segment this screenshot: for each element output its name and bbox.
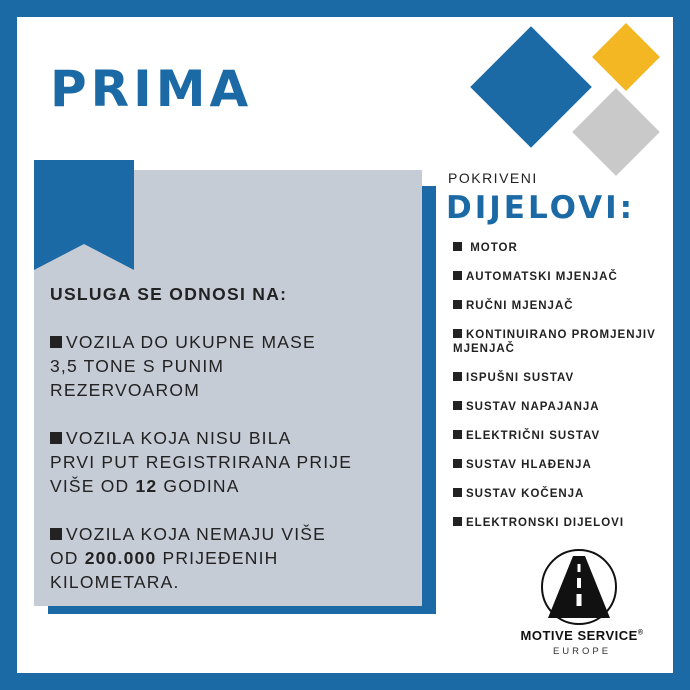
- registered-mark: ®: [637, 629, 644, 637]
- logo-subtitle: EUROPE: [552, 646, 612, 657]
- parts-item-label: MOTOR: [466, 242, 518, 254]
- parts-item-label: SUSTAV KOČENJA: [466, 488, 585, 500]
- card-item-highlight: 200.000: [84, 548, 157, 568]
- parts-item-label: ELEKTRIČNI SUSTAV: [466, 430, 601, 442]
- bullet-square-icon: [453, 488, 462, 497]
- parts-list-item: [453, 241, 673, 255]
- bullet-square-icon: [453, 300, 462, 309]
- parts-item-label: SUSTAV HLAĐENJA: [466, 459, 592, 471]
- bullet-square-icon: [453, 430, 462, 439]
- card-item-text: VOZILA KOJA NISU BILA PRVI PUT REGISTRIRANA PRIJE VIŠE OD: [50, 428, 353, 496]
- card-item: [50, 330, 410, 402]
- parts-item-label: KONTINUIRANO PROMJENJIV MJENJAČ: [453, 329, 656, 355]
- parts-list-item: [453, 516, 673, 530]
- card-item-text: VOZILA DO UKUPNE MASE 3,5 TONE S PUNIM REZERVOAROM: [50, 332, 316, 400]
- logo-name-text: MOTIVE SERVICE: [520, 628, 638, 643]
- bullet-square-icon: [453, 517, 462, 526]
- parts-list-item: [453, 429, 673, 443]
- parts-list: [453, 241, 673, 545]
- bullet-square-icon: [453, 242, 462, 251]
- bullet-square-icon: [50, 432, 62, 444]
- parts-list-item: [453, 328, 673, 356]
- bullet-square-icon: [453, 401, 462, 410]
- parts-item-label: AUTOMATSKI MJENJAČ: [466, 271, 618, 283]
- card-item-text: GODINA: [157, 476, 240, 496]
- card-item: [50, 426, 410, 498]
- parts-item-label: ELEKTRONSKI DIJELOVI: [466, 517, 625, 529]
- parts-list-item: [453, 400, 673, 414]
- page-title: PRIMA: [50, 60, 253, 118]
- parts-item-label: SUSTAV NAPAJANJA: [466, 401, 600, 413]
- bullet-square-icon: [453, 271, 462, 280]
- card-item-text: VOZILA KOJA NEMAJU VIŠE OD: [50, 524, 327, 568]
- bookmark-ribbon-icon: [34, 160, 134, 270]
- parts-list-item: [453, 299, 673, 313]
- bullet-square-icon: [453, 459, 462, 468]
- parts-item-label: RUČNI MJENJAČ: [466, 300, 574, 312]
- parts-list-item: [453, 371, 673, 385]
- bullet-square-icon: [50, 336, 62, 348]
- card-heading: USLUGA SE ODNOSI NA:: [50, 284, 288, 304]
- logo-name: [502, 628, 662, 643]
- bullet-square-icon: [453, 372, 462, 381]
- parts-list-item: [453, 458, 673, 472]
- parts-list-item: [453, 487, 673, 501]
- road-icon: [540, 548, 618, 626]
- bullet-square-icon: [453, 329, 462, 338]
- card-content: [50, 282, 410, 618]
- parts-list-item: [453, 270, 673, 284]
- parts-sub-label: POKRIVENI: [448, 170, 538, 186]
- card-item-text: PRIJEĐENIH KILOMETARA.: [50, 548, 279, 592]
- bullet-square-icon: [50, 528, 62, 540]
- card-item-highlight: 12: [135, 476, 158, 496]
- parts-item-label: ISPUŠNI SUSTAV: [466, 372, 575, 384]
- card-item: [50, 522, 410, 594]
- parts-heading: DIJELOVI:: [446, 190, 636, 226]
